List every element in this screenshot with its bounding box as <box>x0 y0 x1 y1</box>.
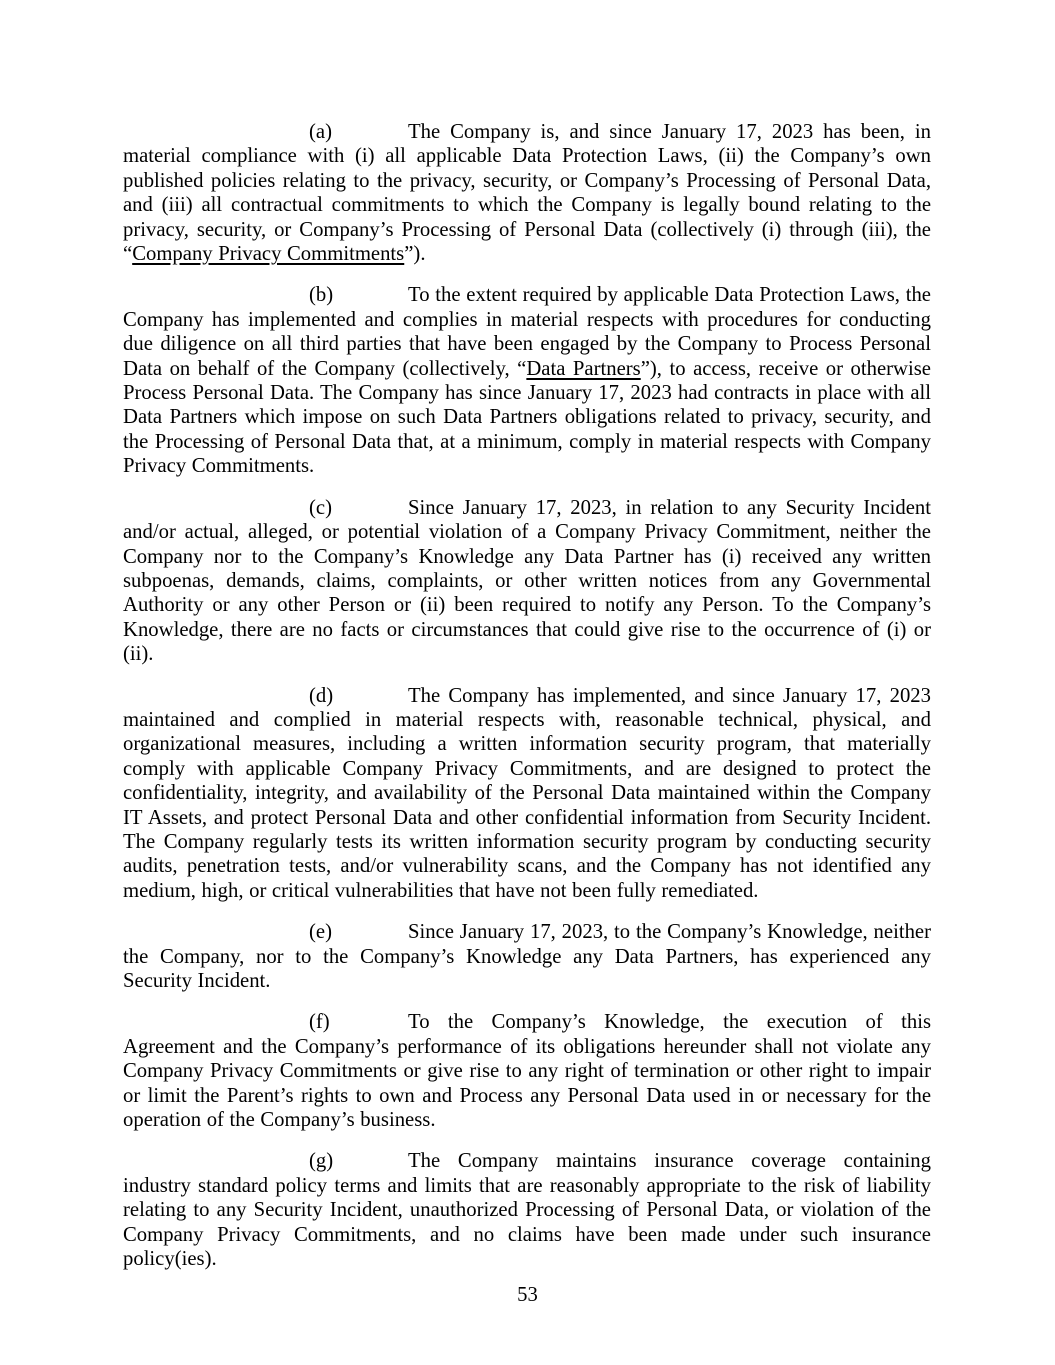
paragraph-text: ”). <box>404 243 426 266</box>
paragraph-letter-label: (f) <box>309 1011 330 1034</box>
paragraph-letter-label: (g) <box>309 1150 334 1173</box>
paragraph-letter-label: (b) <box>309 284 334 307</box>
defined-term: Data Partners <box>526 357 641 380</box>
paragraph-letter-label: (a) <box>309 121 332 143</box>
paragraph-list <box>123 120 931 1288</box>
paragraph-text: The Company maintains insurance coverage containing industry standard policy terms and limits that are reasonably appropriate to the risk of liability relating to any Security Incident, unauthorized Processing of Personal Data, or violation of the Company Privacy Commitments, and no claims have been made under such insurance policy(ies). <box>123 1150 931 1271</box>
paragraph-text: To the extent required by applicable Data Protection Laws, the Company has implemented and complies in material respects with procedures for conducting due diligence on all third parties that have been engaged by the Company to Process Personal Data on behalf of the Company (collectively, “ <box>123 284 931 380</box>
paragraph-b <box>123 283 931 478</box>
paragraph-g <box>123 1149 931 1271</box>
paragraph-f <box>123 1010 931 1132</box>
paragraph-c <box>123 496 931 667</box>
paragraph-letter-label: (c) <box>309 496 332 519</box>
paragraph-text: The Company is, and since January 17, 2023 has been, in material compliance with (i) all applicable Data Protection Laws, (ii) the Company’s own published policies relating to the privacy, security, or Company’s Processing of Personal Data, and (iii) all contractual commitments to which the Company is legally bound relating to the privacy, security, or Company’s Processing of Personal Data (collectively (i) through (iii), the “ <box>123 121 931 266</box>
paragraph-letter-label: (e) <box>309 921 332 944</box>
paragraph-text: The Company has implemented, and since January 17, 2023 maintained and complied in material respects with, reasonable technical, physical, and organizational measures, including a written information security program, that materially comply with applicable Company Privacy Commitments, and are designed to protect the confidentiality, integrity, and availability of the Personal Data maintained within the Company IT Assets, and protect Personal Data and other confidential information from Security Incident. The Company regularly tests its written information security program by conducting security audits, penetration tests, and/or vulnerability scans, and the Company has not identified any medium, high, or critical vulnerabilities that have not been fully remediated. <box>123 684 931 902</box>
paragraph-d <box>123 684 931 904</box>
paragraph-a <box>123 120 931 266</box>
paragraph-e <box>123 920 931 993</box>
paragraph-text: ”), to access, receive or otherwise Process Personal Data. The Company has since January 17, 2023 had contracts in place with all Data Partners which impose on such Data Partners obligations related to privacy, security, and the Processing of Personal Data that, at a minimum, comply in material respects with Company Privacy Commitments. <box>123 357 931 478</box>
paragraph-letter-label: (d) <box>309 684 334 707</box>
page-number: 53 <box>517 1283 538 1306</box>
paragraph-text: Since January 17, 2023, in relation to any Security Incident and/or actual, alleged, or potential violation of a Company Privacy Commitment, neither the Company nor to the Company’s Knowledge any Data Partner has (i) received any written subpoenas, demands, claims, complaints, or other written notices from any Governmental Authority or any other Person or (ii) been required to notify any Person. To the Company’s Knowledge, there are no facts or circumstances that could give rise to the occurrence of (i) or (ii). <box>123 496 931 666</box>
paragraph-text: Since January 17, 2023, to the Company’s Knowledge, neither the Company, nor to the Company’s Knowledge any Data Partners, has experienced any Security Incident. <box>123 921 931 992</box>
paragraph-text: To the Company’s Knowledge, the execution of this Agreement and the Company’s performance of its obligations hereunder shall not violate any Company Privacy Commitments or give rise to any right of termination or other right to impair or limit the Parent’s rights to own and Process any Personal Data used in or necessary for the operation of the Company’s business. <box>123 1011 931 1132</box>
defined-term: Company Privacy Commitments <box>132 243 405 266</box>
